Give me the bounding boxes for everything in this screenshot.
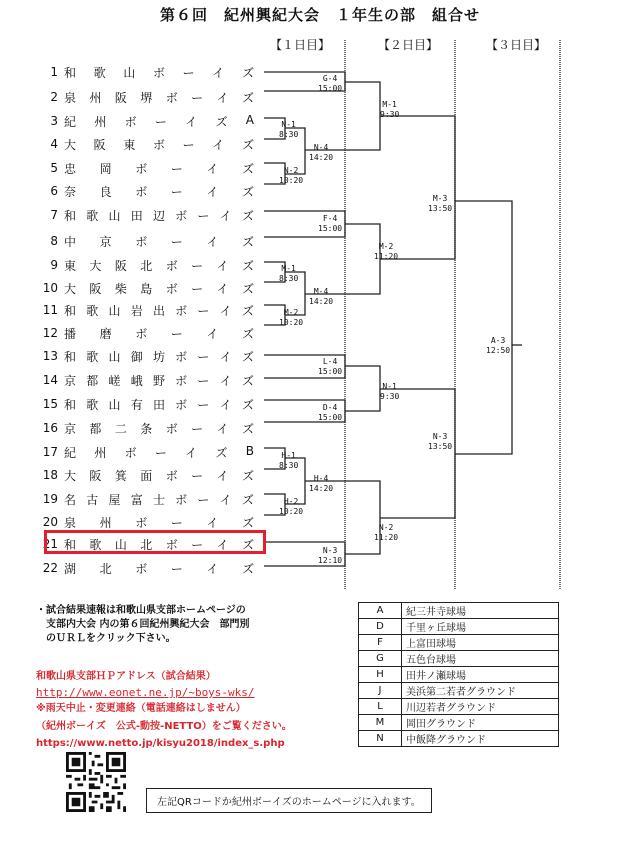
team-number: 18 <box>42 468 58 482</box>
team-name: 和 歌 山 岩 出 ボ ー イ ズ <box>64 303 254 318</box>
team-name: 泉 州 阪 堺 ボ ー イ ズ <box>64 90 254 105</box>
match-text: 15:00 <box>318 413 343 422</box>
match-text: H-2 <box>283 497 299 506</box>
match-text: M-3 <box>432 194 448 203</box>
team-number: 8 <box>50 234 58 248</box>
match-text: 11:20 <box>374 533 399 542</box>
page-title: 第６回 紀州興紀大会 １年生の部 組合せ <box>159 6 480 24</box>
match-label <box>279 264 298 284</box>
match-label <box>279 308 303 328</box>
match-text: N-1 <box>382 382 397 391</box>
match-label <box>279 166 303 186</box>
match-text: A-3 <box>490 336 506 345</box>
team-name: 忠 岡 ボ ー イ ズ <box>64 161 254 176</box>
match-text: 8:30 <box>279 274 299 283</box>
team-number: 17 <box>42 445 58 459</box>
venue-row <box>359 635 559 651</box>
match-label <box>380 382 399 402</box>
team-name: 紀 州 ボ ー イ ズ B <box>64 443 254 460</box>
venue-row <box>359 619 559 635</box>
match-label <box>279 451 298 471</box>
match-text: 14:20 <box>309 484 334 493</box>
day-1-header: 【１日目】 <box>270 38 331 52</box>
match-label <box>374 523 398 543</box>
team-name: 湖 北 ボ ー イ ズ <box>64 561 254 576</box>
venue-key: D <box>359 619 402 635</box>
site-link[interactable]: http://www.eonet.ne.jp/~boys-wks/ <box>36 686 255 699</box>
team-number: 16 <box>42 421 58 435</box>
venue-row <box>359 715 559 731</box>
match-text: 9:30 <box>380 392 400 401</box>
team-number: 21 <box>42 537 58 551</box>
qr-note: 左記QRコードか紀州ボーイズのホームページに入れます。 <box>146 788 432 813</box>
match-label <box>486 336 510 356</box>
venue-name: 五色台球場 <box>402 651 559 667</box>
venue-name: 中飯降グラウンド <box>402 731 559 747</box>
match-label <box>318 357 342 377</box>
venue-name: 美浜第二若者グラウンド <box>402 683 559 699</box>
team-number: 4 <box>50 137 58 151</box>
team-name: 京 都 嵯 峨 野 ボ ー イ ズ <box>64 373 254 388</box>
match-text: H-4 <box>313 474 329 483</box>
match-text: 11:20 <box>374 252 399 261</box>
kishu-notice: （紀州ボーイズ 公式-動按-NETTO）をご覧ください。 <box>36 721 292 732</box>
team-number: 9 <box>50 258 58 272</box>
team-number: 6 <box>50 184 58 198</box>
team-number: 7 <box>50 208 58 222</box>
team-name: 名 古 屋 富 士 ボ ー イ ズ <box>64 492 254 507</box>
venue-row <box>359 683 559 699</box>
match-text: N-2 <box>378 523 394 532</box>
match-label <box>309 287 333 307</box>
team-number: 1 <box>50 65 58 79</box>
match-text: 12:10 <box>318 556 343 565</box>
bracket-line <box>380 116 455 259</box>
team-name: 紀 州 ボ ー イ ズ A <box>64 112 254 129</box>
rain-notice: ※雨天中止・変更連絡（電話連絡はしません） <box>36 703 246 714</box>
day-3-header: 【３日目】 <box>486 38 547 52</box>
match-text: N-2 <box>283 166 299 175</box>
match-label <box>428 194 452 214</box>
bracket-line <box>455 201 512 454</box>
team-name: 東 大 阪 北 ボ ー イ ズ <box>64 258 254 273</box>
match-text: M-2 <box>283 308 299 317</box>
team-name: 京 都 二 条 ボ ー イ ズ <box>64 421 254 436</box>
match-text: 13:50 <box>428 204 453 213</box>
bracket-line <box>345 82 380 150</box>
match-label <box>279 120 298 140</box>
team-name: 奈 良 ボ ー イ ズ <box>64 184 254 199</box>
match-text: G-4 <box>322 74 338 83</box>
team-name: 和 歌 山 田 辺 ボ ー イ ズ <box>64 208 254 223</box>
venue-row <box>359 603 559 619</box>
team-number: 14 <box>42 373 58 387</box>
venue-key: G <box>359 651 402 667</box>
team-number: 3 <box>50 114 58 128</box>
venue-name: 上富田球場 <box>402 635 559 651</box>
bracket-line <box>380 389 455 518</box>
team-number: 5 <box>50 161 58 175</box>
venue-row <box>359 699 559 715</box>
match-text: M-2 <box>378 242 394 251</box>
venue-key: A <box>359 603 402 619</box>
notes: ・試合結果速報は和歌山県支部ホームページの 支部内大会 内の第６回紀州興紀大会 部門別 のＵＲＬをクリック下さい。 <box>36 605 250 644</box>
match-text: 9:30 <box>380 110 400 119</box>
match-text: 15:00 <box>318 84 343 93</box>
match-text: 14:20 <box>309 153 334 162</box>
team-number: 10 <box>42 281 58 295</box>
match-text: N-4 <box>313 143 329 152</box>
day-2-header: 【２日目】 <box>378 38 439 52</box>
match-text: F-4 <box>322 214 338 223</box>
match-text: 10:20 <box>279 507 304 516</box>
team-name: 和 歌 山 ボ ー イ ズ <box>64 65 254 80</box>
match-text: 10:20 <box>279 176 304 185</box>
match-label <box>318 214 342 234</box>
highlight-box <box>44 530 266 554</box>
match-label <box>380 100 399 120</box>
match-text: N-3 <box>432 432 448 441</box>
match-text: H-1 <box>281 451 296 460</box>
team-number: 2 <box>50 90 58 104</box>
team-number: 11 <box>42 303 58 317</box>
match-text: 13:50 <box>428 442 453 451</box>
match-text: L-4 <box>322 357 338 366</box>
match-text: 15:00 <box>318 367 343 376</box>
venue-name: 岡田グラウンド <box>402 715 559 731</box>
bracket-line <box>345 366 380 411</box>
match-text: M-1 <box>281 264 296 273</box>
team-name: 和 歌 山 北 ボ ー イ ズ <box>64 537 254 552</box>
match-text: 14:20 <box>309 297 334 306</box>
match-label <box>309 474 333 494</box>
netto-link[interactable]: https://www.netto.jp/kisyu2018/index_s.php <box>36 738 285 749</box>
team-name: 大 阪 箕 面 ボ ー イ ズ <box>64 468 254 483</box>
qr-code-icon[interactable] <box>66 752 126 812</box>
match-label <box>428 432 452 452</box>
venue-row <box>359 651 559 667</box>
match-text: 12:50 <box>486 346 511 355</box>
match-label <box>318 546 342 566</box>
team-name: 和 歌 山 御 坊 ボ ー イ ズ <box>64 349 254 364</box>
venue-key: J <box>359 683 402 699</box>
team-name: 大 阪 柴 島 ボ ー イ ズ <box>64 281 254 296</box>
team-number: 13 <box>42 349 58 363</box>
bracket-line <box>345 481 380 554</box>
match-text: N-3 <box>322 546 338 555</box>
venue-table <box>358 602 559 747</box>
team-number: 19 <box>42 492 58 506</box>
match-label <box>318 74 342 94</box>
team-name: 泉 州 ボ ー イ ズ <box>64 515 254 530</box>
venue-name: 紀三井寺球場 <box>402 603 559 619</box>
match-text: 15:00 <box>318 224 343 233</box>
venue-key: N <box>359 731 402 747</box>
match-label <box>318 403 342 423</box>
match-label <box>374 242 398 262</box>
venue-name: 田井ノ瀬球場 <box>402 667 559 683</box>
team-number: 12 <box>42 326 58 340</box>
team-name: 大 阪 東 ボ ー イ ズ <box>64 137 254 152</box>
venue-key: F <box>359 635 402 651</box>
match-text: 8:30 <box>279 130 299 139</box>
hp-label: 和歌山県支部ＨＰアドレス（試合結果） <box>36 671 216 682</box>
match-text: M-1 <box>382 100 397 109</box>
match-text: 8:30 <box>279 461 299 470</box>
match-label <box>279 497 303 517</box>
venue-name: 千里ヶ丘球場 <box>402 619 559 635</box>
team-number: 22 <box>42 561 58 575</box>
venue-key: L <box>359 699 402 715</box>
team-number: 15 <box>42 397 58 411</box>
team-name: 播 磨 ボ ー イ ズ <box>64 326 254 341</box>
venue-key: H <box>359 667 402 683</box>
team-name: 中 京 ボ ー イ ズ <box>64 234 254 249</box>
venue-row <box>359 667 559 683</box>
venue-key: M <box>359 715 402 731</box>
team-name: 和 歌 山 有 田 ボ ー イ ズ <box>64 397 254 412</box>
match-text: N-1 <box>281 120 296 129</box>
match-text: M-4 <box>313 287 329 296</box>
match-label <box>309 143 333 163</box>
team-number: 20 <box>42 515 58 529</box>
venue-row <box>359 731 559 747</box>
venue-name: 川辺若者グラウンド <box>402 699 559 715</box>
match-text: D-4 <box>322 403 338 412</box>
match-text: 10:20 <box>279 318 304 327</box>
